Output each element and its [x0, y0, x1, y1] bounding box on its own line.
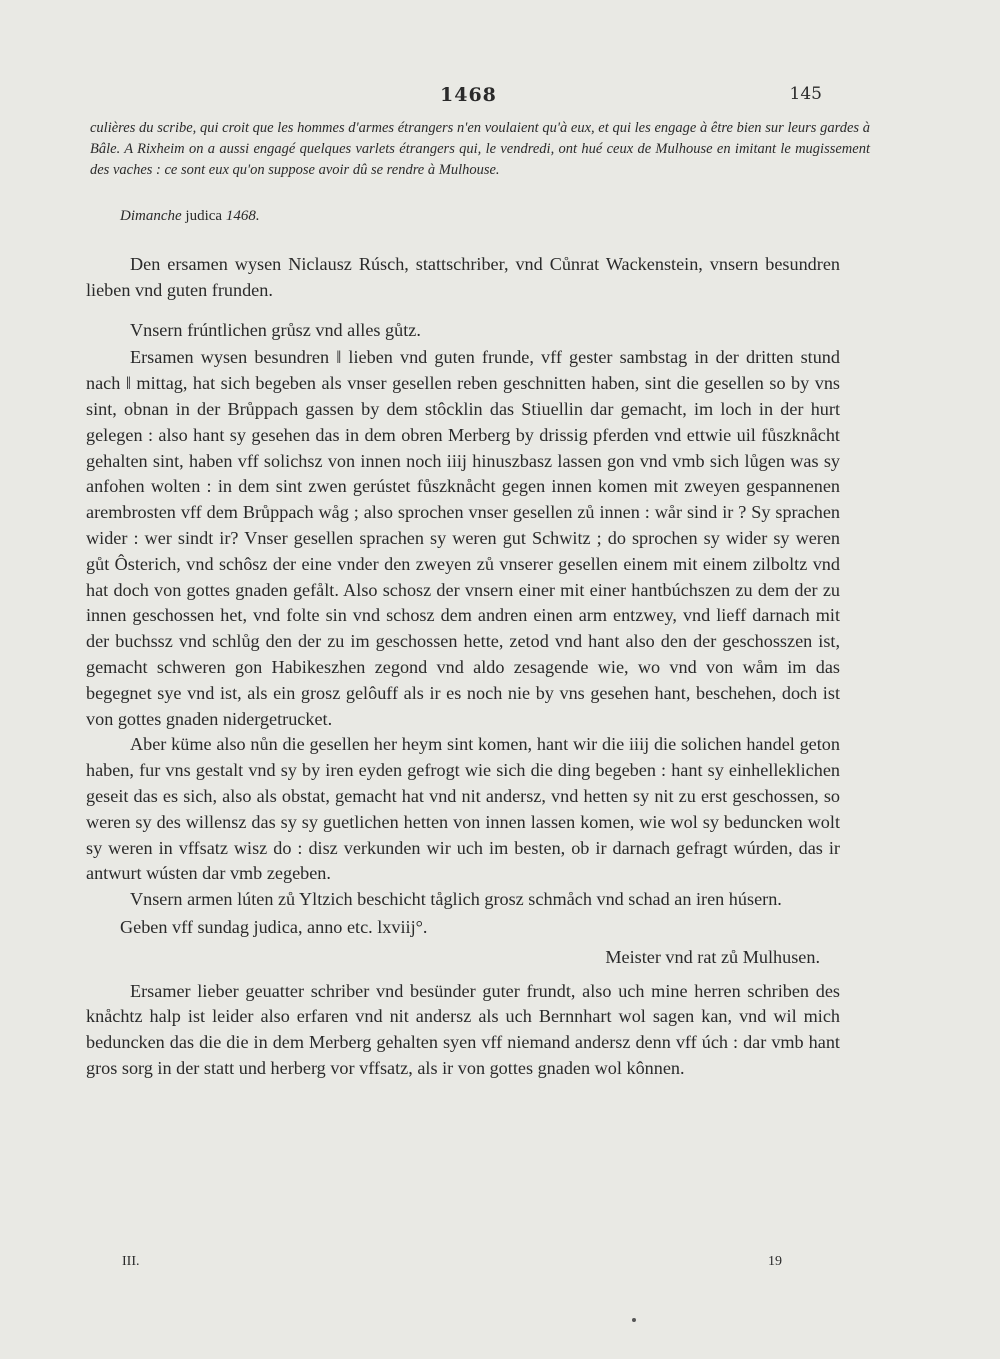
- date-year: 1468.: [225, 208, 260, 224]
- date-feast: judica: [185, 208, 223, 224]
- letter-signature: Meister vnd rat zů Mulhusen.: [605, 946, 820, 967]
- volume-number: III.: [122, 1254, 140, 1269]
- french-footnote-summary: culières du scribe, qui croit que les hommes d'armes étrangers n'en voulaient qu'à eux, et qui les engage à être bien sur leurs gardes à Bâle. A Rixheim on a aussi engagé quelques varlets étrangers qui, le vendredi, ont hué ceux de Mulhouse en imitant le mugissement des vaches : ce sont eux qu'on suppose avoir dû se rendre à Mulhouse.: [90, 120, 870, 178]
- letter-body: [86, 252, 840, 1082]
- letter-paragraph: Aber küme also nůn die gesellen her heym sint komen, hant wir die iiij die solichen handel geton haben, fur vns gestalt vnd sy by iren eyden gefrogt wie sich die ding begeben : hant sy einhelleklichen geseit das es sich, also als obstat, gemacht hat vnd nit andersz, vnd hetten sy nit zu erst geschossen, so weren sy des willensz das sy sy guetlichen hetten von innen lassen komen, wie wol sy beduncken wolt sy weren in vffsatz wisz do : disz verkunden wir uch im besten, ob ir darnach gefragt wúrden, das ir antwurt wústen dar vmb zegeben.: [86, 734, 840, 884]
- letter-greeting: Vnsern frúntlichen grůsz vnd alles gůtz.: [130, 319, 421, 340]
- ink-speck: [632, 1318, 636, 1322]
- letter-postscript: Ersamer lieber geuatter schriber vnd besünder guter frundt, also uch mine herren schriben des knåchtz halp ist leider also erfaren vnd nit andersz als uch Bernnhart wol sagen kan, vnd wil mich beduncken das die die in dem Merberg gehalten syen vff niemand andersz denn vff úch : dar vmb hant gros sorg in der statt und herberg vor vffsatz, als ir von gottes gnaden wol kônnen.: [86, 980, 840, 1078]
- date-day: Dimanche: [120, 208, 182, 224]
- letter-dateline: Geben vff sundag judica, anno etc. lxviij°.: [120, 916, 428, 937]
- running-header: [0, 84, 1000, 112]
- header-year: 1468: [440, 84, 497, 106]
- letter-address: Den ersamen wysen Niclausz Rúsch, stattschriber, vnd Cůnrat Wackenstein, vnsern besundren lieben vnd guten frunden.: [86, 254, 840, 300]
- letter-paragraph: Vnsern armen lúten zů Yltzich beschicht tåglich grosz schmåch vnd schad an iren húsern.: [130, 889, 782, 910]
- signature-mark: 19: [768, 1254, 782, 1269]
- letter-paragraph: Ersamen wysen besundren ‖ lieben vnd guten frunde, vff gester sambstag in der dritten stund nach ‖ mittag, hat sich begeben als vnser gesellen reben geschnitten haben, sint die gesellen so by vns sint, obnan in der Brůppach gassen by dem stôcklin das Stiuellin dar gemacht, im loch in der hurt gelegen : also hant sy gesehen das in dem obren Merberg by drissig pferden vnd ettwie uil fůszknåcht gehalten sint, haben vff solichsz von innen noch iiij hinuszbasz lassen gon vnd vmb sich lůgen was sy anfohen wolten : in dem sint zwen gerústet fůszknåcht gegen innen komen mit zweyen gespannenen arembrosten vff dem Brůppach wåg ; also sprochen vnser gesellen zů innen : wår sind ir ? Sy sprachen wider : wer sindt ir? Vnser gesellen sprachen sy weren gut Schwitz ; do sprochen sy wider sy weren gůt Ôsterich, vnd schôsz der eine vnder den zweyen zů vnserer gesellen einem mit einem zilboltz vnd hat doch von gottes gnaden gefålt. Also schosz der vnsern einer mit einer hantbúchszen zu dem der zu innen geschossen het, vnd folte sin vnd schosz dem andren einen arm entzwey, vnd lieff darnach mit der buchssz vnd schlůg den der zu im geschossen hette, zetod vnd hant also den der geschosszen ist, gemacht schweren gon Habikeszhen zegond vnd aldo zesagende wie, wo vnd von wåm im das begegnet sye vnd ist, als ein grosz gelôuff als ir es noch nie by vns gesehen hant, beschehen, doch ist von gottes gnaden nidergetrucket.: [86, 347, 840, 729]
- page-number: 145: [789, 84, 822, 104]
- page-footer: [0, 1254, 1000, 1274]
- document-date: [120, 208, 260, 225]
